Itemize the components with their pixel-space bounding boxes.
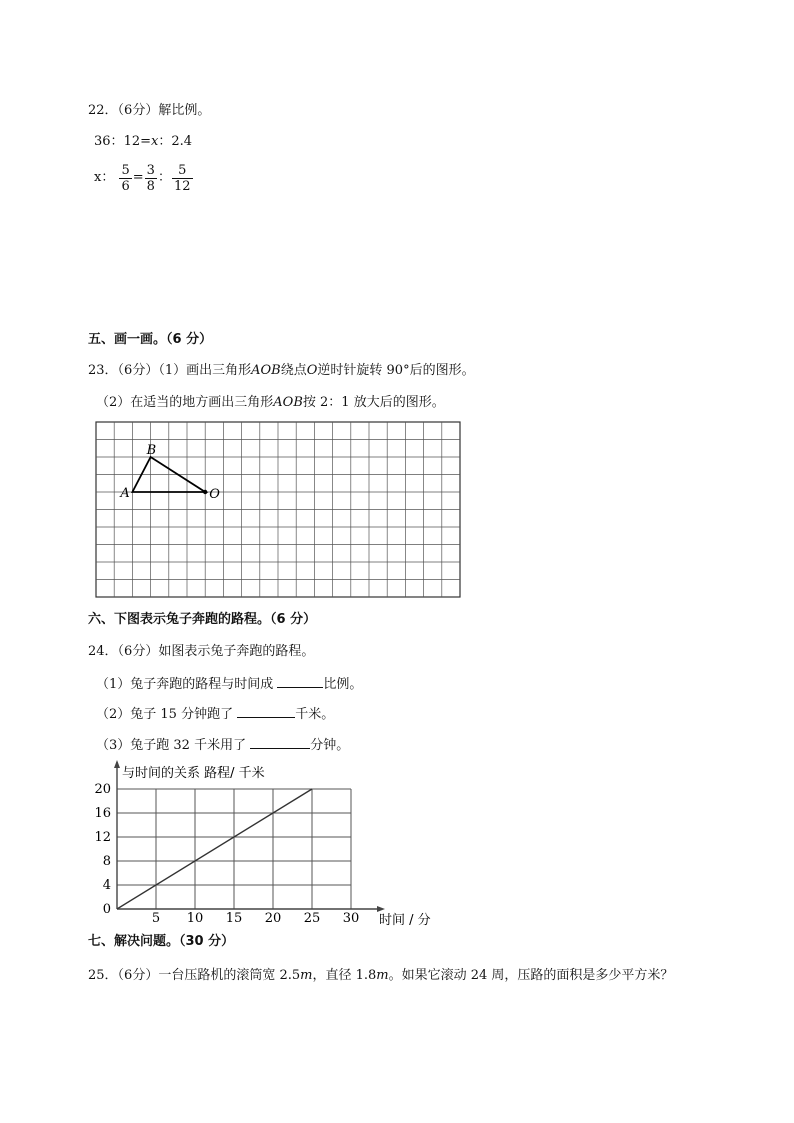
chart-y-tick-label: 20 <box>94 782 111 797</box>
fraction-5-12: $\frac{5}{12}$ <box>173 162 191 194</box>
q24-part2: （2）兔子 15 分钟跑了 千米。 <box>96 707 335 722</box>
chart-x-arrow <box>377 906 385 912</box>
chart-y-tick-label: 8 <box>102 854 111 869</box>
q22-equation-1 <box>94 133 192 151</box>
eq1-equals: = <box>140 134 152 149</box>
eq2-sep: ： <box>157 170 171 185</box>
answer-blank-2[interactable] <box>237 705 295 718</box>
rabbit-distance-chart <box>90 760 450 934</box>
q22-equation-2 <box>94 161 194 196</box>
q22-heading: 22．（6分）解比例。 <box>88 103 211 118</box>
q23-line1: 23．（6分）（1）画出三角形AOB绕点O逆时针旋转 90°后的图形。 <box>88 363 475 378</box>
chart-x-tick-label: 10 <box>186 911 204 926</box>
section6-title: 六、下图表示兔子奔跑的路程。（6 分） <box>88 612 317 627</box>
section5-title: 五、画一画。（6 分） <box>88 332 213 347</box>
answer-blank-1[interactable] <box>277 675 323 688</box>
eq2-equals: = <box>132 170 144 185</box>
label-b: B <box>146 443 157 458</box>
chart-y-tick-label: 0 <box>102 902 111 917</box>
chart-x-tick-label: 30 <box>342 911 360 926</box>
eq1-c: 2.4 <box>171 134 193 149</box>
eq1-sep1: ： <box>110 134 124 149</box>
fraction-3-8: $\frac{3}{8}$ <box>146 162 155 194</box>
q24-part1: （1）兔子奔跑的路程与时间成 比例。 <box>96 677 363 692</box>
q23-line2: （2）在适当的地方画出三角形AOB按 2：1 放大后的图形。 <box>96 395 445 410</box>
point-o <box>203 490 207 494</box>
chart-svg <box>90 760 450 930</box>
chart-series-line <box>117 789 312 909</box>
answer-blank-3[interactable] <box>250 736 310 749</box>
chart-y-tick-label: 12 <box>94 830 111 845</box>
eq1-x: x <box>151 134 159 149</box>
eq1-sep2: ： <box>158 134 172 149</box>
fraction-5-6: $\frac{5}{6}$ <box>121 162 130 194</box>
chart-x-tick-label: 20 <box>264 911 282 926</box>
eq1-a: 36 <box>94 134 111 149</box>
chart-y-tick-label: 4 <box>102 878 111 893</box>
drawing-grid[interactable] <box>95 421 461 603</box>
eq1-b: 12 <box>123 134 141 149</box>
label-o: O <box>209 487 220 502</box>
chart-y-arrow <box>114 760 120 768</box>
q25-text: 25．（6分）一台压路机的滚筒宽 2.5m，直径 1.8m。如果它滚动 24 周，压路的面积是多少平方米？ <box>88 968 674 983</box>
chart-x-tick-label: 15 <box>225 911 243 926</box>
q24-part3: （3）兔子跑 32 千米用了 分钟。 <box>96 738 350 753</box>
grid-svg[interactable] <box>95 421 461 599</box>
chart-x-tick-label: 5 <box>151 911 161 926</box>
label-a: A <box>120 486 130 501</box>
q24-heading: 24．（6分）如图表示兔子奔跑的路程。 <box>88 644 315 659</box>
chart-x-label: 时间 / 分 <box>379 913 431 928</box>
chart-x-tick-label: 25 <box>303 911 321 926</box>
chart-title: 与时间的关系 路程/ 千米 <box>122 766 265 781</box>
chart-y-tick-label: 16 <box>94 806 111 821</box>
section7-title: 七、解决问题。（30 分） <box>88 934 235 949</box>
eq2-x-label: x： <box>94 170 115 185</box>
